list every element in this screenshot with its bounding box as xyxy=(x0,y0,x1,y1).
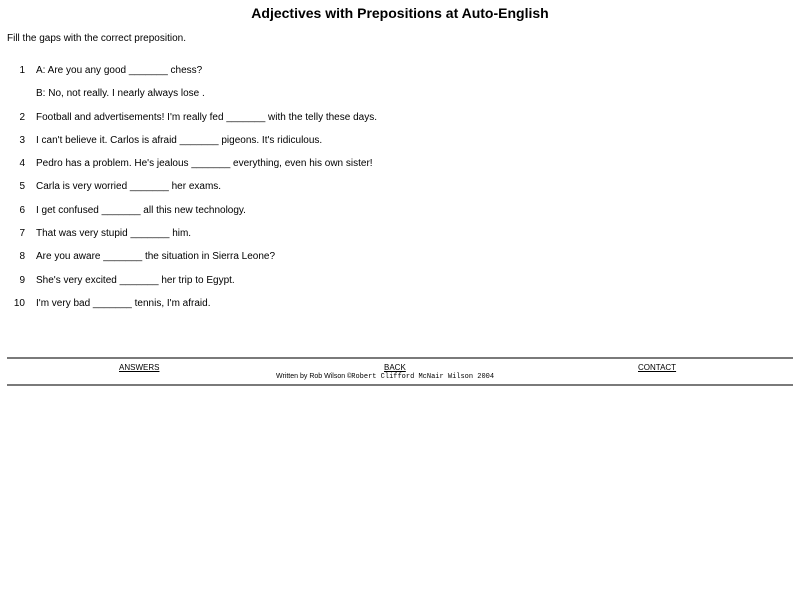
question-row xyxy=(0,228,800,251)
question-text: Are you aware _______ the situation in Sierra Leone? xyxy=(36,251,276,263)
question-text: Football and advertisements! I'm really fed _______ with the telly these days. xyxy=(36,111,377,123)
question-text: I'm very bad _______ tennis, I'm afraid. xyxy=(36,297,211,309)
question-text: B: No, not really. I nearly always lose . xyxy=(36,88,205,100)
question-text: I get confused _______ all this new technology. xyxy=(36,204,246,216)
question-number: 4 xyxy=(19,158,25,170)
footer-divider-top xyxy=(7,357,793,359)
question-row xyxy=(0,251,800,274)
footer-credit xyxy=(276,373,494,381)
credit-author: Written by Rob Wilson xyxy=(276,373,348,380)
question-row xyxy=(0,112,800,135)
question-number: 5 xyxy=(19,181,25,193)
question-text: I can't believe it. Carlos is afraid _______ pigeons. It's ridiculous. xyxy=(36,134,323,146)
question-row xyxy=(0,205,800,228)
page-title: Adjectives with Prepositions at Auto-English xyxy=(251,5,549,21)
question-row xyxy=(0,135,800,158)
question-number: 8 xyxy=(19,251,25,263)
question-number: 10 xyxy=(13,297,25,309)
question-number: 7 xyxy=(19,228,25,240)
question-text: A: Are you any good _______ chess? xyxy=(36,65,203,76)
question-row xyxy=(0,298,800,321)
answers-link[interactable]: ANSWERS xyxy=(119,363,160,372)
question-row xyxy=(0,88,800,111)
question-row xyxy=(0,181,800,204)
question-text: Pedro has a problem. He's jealous _______ everything, even his own sister! xyxy=(36,158,373,170)
question-row xyxy=(0,65,800,88)
contact-link[interactable]: CONTACT xyxy=(638,363,677,372)
footer-divider-bottom xyxy=(7,384,793,386)
question-number: 6 xyxy=(19,204,25,216)
question-number: 2 xyxy=(19,111,25,123)
question-number: 3 xyxy=(19,134,25,146)
exercise-list xyxy=(0,65,800,321)
question-text: Carla is very worried _______ her exams. xyxy=(36,181,222,193)
credit-copyright: ©Robert Clifford McNair Wilson 2004 xyxy=(347,373,495,381)
question-number: 9 xyxy=(19,274,25,286)
question-text: That was very stupid _______ him. xyxy=(36,228,192,240)
back-link[interactable]: BACK xyxy=(384,363,406,372)
question-number: 1 xyxy=(19,65,25,76)
question-text: She's very excited _______ her trip to Egypt. xyxy=(36,274,235,286)
instruction-text: Fill the gaps with the correct preposition. xyxy=(7,33,186,44)
question-row xyxy=(0,158,800,181)
question-row xyxy=(0,275,800,298)
